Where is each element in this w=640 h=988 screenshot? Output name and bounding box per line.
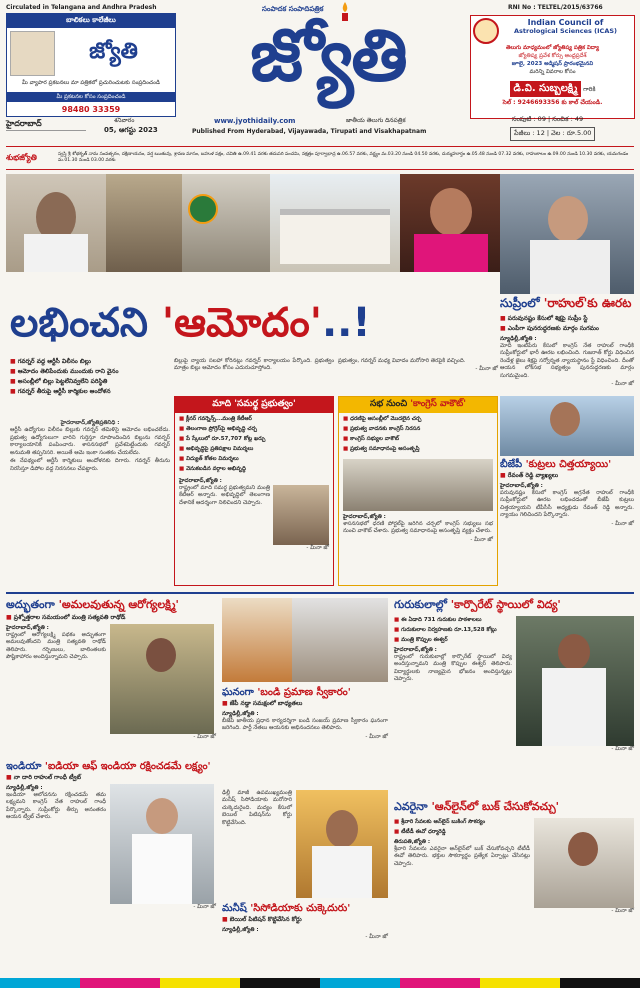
- author: - మీనా జో: [611, 908, 634, 914]
- bullet: ■ శ్రీవారి సేవలకు ఆన్‌లైన్ బుకింగ్ సౌకర్యం: [394, 818, 530, 826]
- photo-sisodia: [296, 790, 388, 898]
- author: - మీనా జో: [611, 746, 634, 752]
- body-text: పరువునష్టం కేసులో కాంగ్రెస్ అగ్రనేత రాహుల్ గాంధీకి సుప్రీంకోర్టులో ఊరట లభించడంతో బీజేపీ కుట్రలు చిత్తయ్యాయని టీపీసీసీ అధ్యక్షుడు రేవంత్ రెడ్డి అన్నారు. న్యాయం గెలిచిందని పేర్కొన్నారు.: [500, 490, 634, 519]
- byline: హైదరాబాద్,జ్యోతి :: [500, 483, 543, 489]
- dateline-bar: [6, 115, 634, 145]
- ad-right-line2: జ్యోతిష్య ప్రవేశ కోర్సు ఆంధ్రప్రదేశ్: [518, 53, 587, 59]
- ad-left-brand: జ్యోతి: [89, 38, 138, 64]
- bullet: ■ ఎంపీగా పునరుద్ధరణకు మార్గం సుగమం: [500, 325, 634, 333]
- headline-online: ఎవరైనా 'ఆన్‌లైన్‌లో బుక్ చేసుకోవచ్చు': [394, 800, 560, 813]
- photo-rahul: [500, 174, 634, 294]
- photo-revanth: [500, 396, 634, 456]
- bullet: ■ బెయిల్ పిటిషన్ కొట్టివేసిన కోర్టు: [222, 916, 388, 924]
- icas-logo-icon: [473, 18, 499, 44]
- author: - మీనా జో: [306, 545, 329, 551]
- photo-rajbhavan: [270, 174, 400, 272]
- bullet: ■ విద్యుత్ కోతల విమర్శలు: [179, 455, 329, 463]
- ad-left-photo: [10, 31, 55, 76]
- author: - మీనా జో: [611, 381, 634, 388]
- section-divider: [6, 592, 634, 594]
- body-text: రాష్ట్రంలో మాది సమర్థ ప్రభుత్వమని మంత్రి కేటీఆర్ అన్నారు. అభివృద్ధిలో తెలంగాణ దేశానికే ఆదర్శంగా నిలిచిందని చెప్పారు.: [179, 485, 270, 506]
- bullet: ■ గవర్నర్ వద్ద ఆర్టీసీ విలీనం బిల్లు: [10, 358, 170, 366]
- ad-left[interactable]: [6, 13, 176, 117]
- ad-left-footer: మీ ప్రకటనల కోసం సంప్రదించండి: [7, 92, 175, 102]
- body-text: ఢిల్లీ మాజీ ఉపముఖ్యమంత్రి మనీష్ సిసోడియాకు మరోసారి చుక్కెదురైంది. మద్యం కేసులో బెయిల్ పిటిషన్‌ను కోర్టు కొట్టివేసింది.: [222, 790, 292, 826]
- body-text: ప్రభుత్వం, గవర్నర్ మధ్య వివాదం మరోసారి తెరపైకి వచ్చింది.: [338, 358, 466, 364]
- ad-left-phone: 98480 33359: [61, 105, 121, 114]
- photo-koppula: [516, 616, 634, 746]
- photo-ttd-eo: [534, 818, 634, 908]
- author: - మీనా జో: [193, 904, 216, 910]
- box-sabha: [338, 396, 498, 586]
- ad-right[interactable]: [470, 15, 635, 119]
- bullet: ■ నా దారి రాహుల్ గాంధీ ట్వీట్: [6, 774, 216, 782]
- ad-right-name-suffix: గారికి: [581, 86, 596, 93]
- ad-right-line3: జూలై, 2023 అడ్మిషన్ ప్రారంభమైనవి: [511, 61, 594, 67]
- bullet: ■ గురుకులాల నిర్వహణకు రూ.13,528 కోట్లు: [394, 626, 512, 634]
- body-text: శాసనసభలో ధరణి పోర్టల్‌పై జరిగిన చర్చలో కాంగ్రెస్ సభ్యులు సభ నుంచి వాకౌట్ చేశారు. ప్రభుత్వ సమాధానంపై అసంతృప్తి వ్యక్తం చేశారు.: [343, 521, 493, 535]
- author: - మీనా జో: [475, 366, 498, 373]
- photo-governor: [400, 174, 500, 272]
- author: - మీనా జో: [365, 934, 388, 940]
- headline-gurukul: గురుకులాల్లో 'కార్పొరేట్ స్థాయిలో విద్య': [394, 598, 561, 611]
- ad-right-title1: Indian Council of: [527, 18, 604, 27]
- bullet: ■ టీటీడీ ఈవో ధర్మారెడ్డి: [394, 828, 530, 836]
- lead-headline: లభించని 'ఆమోదం'..!: [10, 300, 371, 346]
- volume: సంపుటి : 09 | సంచిక : 49: [512, 115, 584, 123]
- photo-kcr: [6, 174, 106, 272]
- body-text: బీజేపీ జాతీయ ప్రధాన కార్యదర్శిగా బండి సంజయ్ ప్రమాణ స్వీకారం ఘనంగా జరిగింది. పార్టీ నేతలు ఆయనకు అభినందనలు తెలిపారు.: [222, 718, 388, 732]
- ad-right-title2: Astrological Sciences (ICAS): [513, 27, 618, 35]
- bullet: ■ జేపీ నడ్డా సమక్షంలో బాధ్యతలు: [222, 700, 388, 708]
- box-sabha-header: సభ నుంచి 'కాంగ్రెస్ వాకౌట్': [339, 397, 497, 413]
- bullet: ■ తెలంగాణ ప్రోగ్రెస్‌పై అభివృద్ధి చర్చ: [179, 425, 329, 433]
- body-text: బిల్లుపై న్యాయ సలహా కోరినట్లు గవర్నర్ కార్యాలయం పేర్కొంది. ప్రభుత్వం మాత్రం బిల్లు ఆమోదం కోసం ఎదురుచూస్తోంది.: [174, 358, 334, 372]
- bullet: ■ ప్రశ్నోత్తరాల సమయంలో మంత్రి సత్యవతి రాథోడ్: [6, 614, 216, 622]
- lead-body-col2: [174, 358, 334, 374]
- photo-bandi-1: [222, 598, 292, 682]
- ad-left-body: మీ వ్యాపార ప్రకటనలు మా పత్రికలో ప్రచురించుటకు సంప్రదించండి: [22, 80, 160, 86]
- photo-ktr: [273, 485, 329, 545]
- bullet: ■ అభివృద్ధిపై ప్రతిపక్షాల విమర్శలు: [179, 445, 329, 453]
- story-gurukul: [394, 598, 634, 753]
- bullet: ■ కాంగ్రెస్ సభ్యుల వాకౌట్: [343, 435, 493, 443]
- photo-bandi-2: [292, 598, 388, 682]
- pages-price: పేజీలు : 12 | వెల : రూ.5.00: [510, 127, 595, 141]
- author: - మీనా జో: [193, 734, 216, 740]
- ad-left-header: బాలికలు కాలేజీలు: [7, 14, 175, 28]
- body-text: ఈ నేపథ్యంలో ఆర్టీసీ కార్మికులు ఆందోళనకు దిగారు. గవర్నర్ తీరును నిరసిస్తూ డిపోల వద్ద నిరసనలు చేపట్టారు.: [10, 458, 170, 472]
- headline-sisodia: మనీష్ 'సిసోడియాకు చుక్కెదురు': [222, 903, 351, 914]
- date: 05, ఆగస్టు 2023: [104, 126, 158, 134]
- bullet: ■ క్లీనర్ గవర్నెన్స్...మంత్రి కేటీఆర్: [179, 415, 329, 423]
- story-rahul: [500, 296, 634, 389]
- headline-arogya: అద్భుతంగా 'అమలవుతున్న ఆరోగ్యలక్ష్మి': [6, 598, 179, 611]
- author: - మీనా జో: [470, 536, 493, 543]
- lead-body-col3: [338, 358, 498, 374]
- masthead-tagline: సంపాదక సంపాదిపత్రిక: [262, 5, 324, 13]
- bullet: ■ రేవంత్ రెడ్డి వ్యాఖ్యలు: [500, 472, 634, 480]
- circulated-note: Circulated in Telangana and Andhra Pradesh: [6, 4, 157, 11]
- site-url[interactable]: www.jyothidaily.com: [214, 117, 296, 125]
- bullet: ■ పే స్కేలులో రూ.57,707 కోట్ల ఖర్చు: [179, 435, 329, 443]
- photo-rahul-namaste: [110, 784, 214, 904]
- ad-right-phone: సెల్ : 9246693356 కు కాల్ చేయండి.: [502, 99, 603, 106]
- masthead-title: జ్యోతి: [250, 12, 406, 97]
- byline: హైదరాబాద్,జ్యోతి :: [343, 514, 386, 520]
- bullet: ■ అసంబ్లీలో బిల్లు పెట్టలేనివ్వలేని పరిస్థితి: [10, 378, 170, 386]
- headline-india: ఇండియా 'ఐడియా ఆఫ్ ఇండియా రక్షించడమే లక్ష్యం': [6, 761, 211, 772]
- byline: న్యూఢిల్లీ,జ్యోతి :: [500, 336, 537, 342]
- panchang-label: శుభజ్యోతి: [6, 152, 37, 162]
- byline: న్యూఢిల్లీ,జ్యోతి :: [6, 785, 43, 791]
- published-from: Published From Hyderabad, Vijayawada, Tirupati and Visakhapatnam: [192, 128, 427, 135]
- story-sisodia-col: [222, 790, 292, 828]
- bullet: ■ ప్రభుత్వ సమాధానంపై అసంతృప్తి: [343, 445, 493, 453]
- headline-bjp: బీజేపీ 'కుట్రలు చిత్తయ్యాయి': [500, 459, 612, 470]
- photo-protest: [182, 174, 270, 272]
- ad-right-name: డి.వి. సుబ్బలక్ష్మి: [510, 81, 582, 97]
- author: - మీనా జో: [611, 520, 634, 527]
- panchang-strip: [6, 146, 634, 170]
- body-text: ఇండియా ఆలోచనను రక్షించడమే తమ లక్ష్యమని కాంగ్రెస్ నేత రాహుల్ గాంధీ పేర్కొన్నారు. సుప్రీంకోర్టు తీర్పు అనంతరం ఆయన ట్వీట్ చేశారు.: [6, 792, 106, 821]
- bullet: ■ ఆమోదం తెలిపేందుకు ముందుకు రాని వైనం: [10, 368, 170, 376]
- day: శనివారం: [114, 117, 135, 124]
- byline: హైదరాబాద్,జ్యోతి :: [6, 625, 49, 631]
- byline: తిరుపతి,జ్యోతి :: [394, 839, 431, 845]
- lead-body-col1: [10, 420, 170, 474]
- headline-rahul: సుప్రీంలో 'రాహుల్'కు ఊరట: [500, 296, 632, 310]
- byline: హైదరాబాద్,జ్యోతి :: [394, 647, 437, 653]
- photo-walkout: [343, 459, 493, 511]
- story-sisodia: [222, 902, 388, 941]
- byline: హైదరాబాద్,జ్యోతి :: [179, 478, 222, 484]
- bullet: ■ ఈ ఏడాది 731 గురుకుల పాఠశాలలు: [394, 616, 512, 624]
- byline: న్యూఢిల్లీ,జ్యోతి :: [222, 711, 259, 717]
- bullet: ■ ప్రభుత్వ వాదనకు కాంగ్రెస్ నిరసన: [343, 425, 493, 433]
- body-text: శ్రీవారి సేవలను ఎవరైనా ఆన్‌లైన్‌లో బుక్ చేసుకోవచ్చని టీటీడీ ఈవో తెలిపారు. భక్తుల సౌకర్యార్థం ప్రత్యేక ఏర్పాట్లు చేసినట్లు చెప్పారు.: [394, 846, 530, 867]
- rni-number: RNI No : TELTEL/2015/63766: [508, 4, 603, 11]
- bullet: ■ ధరణిపై అసంబ్లీలో మొదలైన చర్చ: [343, 415, 493, 423]
- story-india: [6, 760, 216, 911]
- body-text: రాష్ట్రంలో ఆరోగ్యలక్ష్మి పథకం అద్భుతంగా అమలవుతోందని మంత్రి సత్యవతి రాథోడ్ తెలిపారు. గర్భిణులు, బాలింతలకు పౌష్టికాహారం అందిస్తున్నామని చెప్పారు.: [6, 632, 106, 661]
- body-text: ఆర్టీసీ ఉద్యోగుల విలీనం బిల్లుకు గవర్నర్ తమిళిసై ఆమోదం లభించలేదు. ప్రభుత్వ ఉద్యోగులుగా వారిని గుర్తిస్తూ రూపొందించిన బిల్లును గవర్నర్ కార్యాలయానికి పంపించారు. శాసనసభలో ప్రవేశపెట్టేందుకు గవర్నర్ అనుమతి తప్పనిసరి. అయితే ఆమె ఇంకా సంతకం చేయలేదు.: [10, 427, 170, 456]
- bullet: ■ గవర్నర్ తీరుపై ఆర్టీసీ కార్మికుల ఆందోళన: [10, 388, 170, 396]
- ad-right-line4: మరిన్ని వివరాల కోసం: [529, 69, 576, 75]
- story-arogya: [6, 598, 216, 741]
- photo-assembly: [106, 174, 182, 272]
- story-online: [394, 800, 634, 915]
- bullet: ■ వెనుకబడిన వర్గాల అభివృద్ధి: [179, 465, 329, 473]
- byline: న్యూఢిల్లీ,జ్యోతి :: [222, 927, 259, 933]
- bullet: ■ పరువునష్టం కేసులో శిక్షపై సుప్రీం స్టే: [500, 315, 634, 323]
- byline: హైదరాబాద్,జ్యోతిప్రతినిధి :: [60, 420, 120, 426]
- photo-satyavathi: [110, 624, 214, 734]
- box-madi: [174, 396, 334, 586]
- lead-bullets: [10, 358, 170, 398]
- headline-bandi: ఘనంగా 'బండి ప్రమాణ స్వీకారం': [222, 687, 351, 698]
- author: - మీనా జో: [365, 733, 388, 740]
- ad-right-line1: తెలుగు మాధ్యమంలో జ్యోతిష్య పత్రిక విద్యా: [505, 45, 600, 51]
- body-text: మోదీ ఇంటిపేరు కేసులో కాంగ్రెస్ నేత రాహుల్ గాంధీకి సుప్రీంకోర్టులో భారీ ఊరట లభించింది. గుజరాత్ కోర్టు విధించిన రెండేళ్ల జైలు శిక్షపై సర్వోన్నత న్యాయస్థానం స్టే విధించింది. దీంతో ఆయన లోక్‌సభ సభ్యత్వం పునరుద్ధరణకు మార్గం సుగమమైంది.: [500, 343, 634, 379]
- jatiya-label: జాతీయ తెలుగు దినపత్రిక: [346, 117, 406, 124]
- box-madi-header: మాది 'సమర్థ ప్రభుత్వం': [175, 397, 333, 413]
- story-bjp: [500, 458, 634, 528]
- story-bandi: [222, 686, 388, 741]
- body-text: రాష్ట్రంలో గురుకులాల్లో కార్పొరేట్ స్థాయిలో విద్య అందిస్తున్నామని మంత్రి కొప్పుల ఈశ్వర్ తెలిపారు. విద్యార్థులకు నాణ్యమైన భోజనం అందిస్తున్నట్లు చెప్పారు.: [394, 654, 512, 683]
- city: హైదరాబాద్: [6, 119, 86, 131]
- bullet: ■ మంత్రి కొప్పుల ఈశ్వర్: [394, 636, 512, 644]
- color-registration-bar: [0, 978, 640, 988]
- panchang-text: స్వస్తి శ్రీ శోభకృత్ నామ సంవత్సరం, దక్షిణాయనం, వర్ష ఋతువు, శ్రావణ మాసం, బహుళ పక్షం, చవితి ఉ.09.41 వరకు తదుపరి పంచమి, నక్షత్రం పూర్వాభాద్ర ఉ.06.57 వరకు, వర్జ్యం మ.03.20 నుండి 04.50 వరకు, దుర్ముహూర్తం ఉ.05.48 నుండి 07.32 వరకు, రాహుకాలం ఉ.09.00 నుండి 10.30 వరకు, యమగండం మ.01.30 నుండి 03.00 వరకు: [58, 151, 629, 163]
